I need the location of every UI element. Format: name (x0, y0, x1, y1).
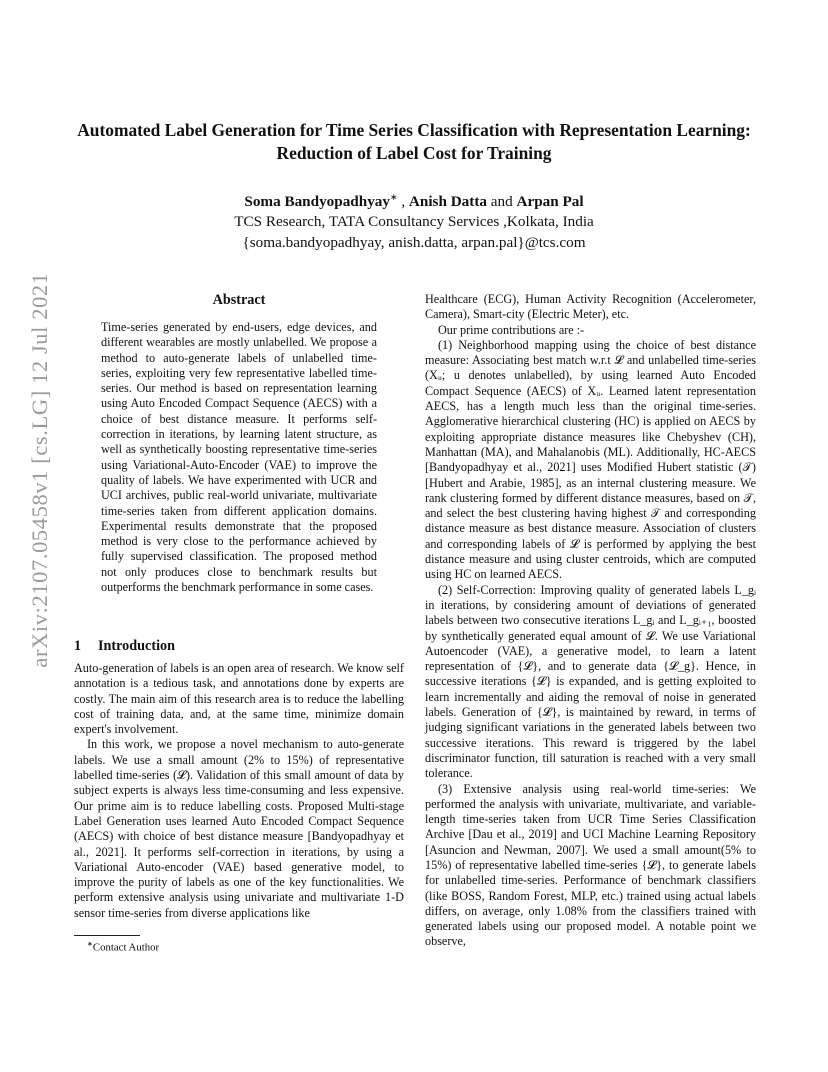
paragraph: (1) Neighborhood mapping using the choice of best distance measure: Associating best match w.r.t 𝓛 and unlabelled time-series (Xᵤ; u denotes unlabelled), by using learned Auto Encoded Compact Sequence (AECS) of Xᵤ. Learned latent representation AECS, has a length much less than the original time-series. Agglomerative hierarchical clustering (HC) is applied on AECS by exploiting appropriate distance measures like Chebyshev (CH), Manhattan (MA), and Mahalanobis (ML). Additionally, HC-AECS [Bandyopadhyay et al., 2021] uses Modified Hubert statistic (𝒯) [Hubert and Arabie, 1985], as an internal clustering measure. We rank clustering formed by different distance measures, based on 𝒯, and select the best clustering having highest 𝒯 and corresponding distance measure as best distance measure. Association of clusters and corresponding labels of 𝓛 is performed by applying the best distance measure and using cluster centroids, which are computed using HC on learned AECS. (425, 337, 756, 582)
footnote (87, 940, 159, 954)
arxiv-id-text: arXiv:2107.05458v1 [cs.LG] 12 Jul 2021 (27, 272, 52, 668)
author-separator-2: and (486, 193, 517, 211)
abstract-text: Time-series generated by end-users, edge devices, and different wearables are mostly unlabelled. We propose a method to auto-generate labels of unlabelled time-series, exploiting very few representative labelled time-series. Our method is based on representation learning using Auto Encoded Compact Sequence (AECS) with a choice of best distance measure. It performs self-correction in iterations, by learning latent structure, as well as synthetically boosting representative time-series using Variational-Auto-Encoder (VAE) to improve the quality of labels. We have experimented with UCR and UCI archives, public real-world univariate, multivariate time-series taken from different application domains. Experimental results demonstrate that the proposed method is very close to the performance achieved by fully supervised classification. The proposed method not only produces close to benchmark results but outperforms the benchmark performance in some cases. (101, 320, 377, 595)
abstract-heading: Abstract (212, 292, 266, 308)
paragraph: (2) Self-Correction: Improving quality of generated labels L_gᵢ in iterations, by considering amount of deviations of generated labels between two consecutive iterations L_gᵢ and L_gᵢ₊₁, boosted by synthetically generated equal amount of 𝓛. We use Variational Autoencoder (VAE), a generative model, to learn a latent representation of {𝓛}, and to generate data {𝓛_g}. Hence, in successive iterations {𝓛} is expanded, and is getting exploited to learn incrementally and aiding the removal of noise in generated labels. Generation of {𝓛}, is maintained by reward, in terms of judging significant variations in the generated labels between two successive iterations. This reward is triggered by the label discriminator function, till saturation is reached with a very small tolerance. (425, 582, 756, 781)
paragraph: Healthcare (ECG), Human Activity Recognition (Accelerometer, Camera), Smart-city (Electric Meter), etc. (425, 292, 756, 322)
author-1-mark: ∗ (389, 192, 398, 202)
footnote-rule (74, 935, 140, 936)
section-heading-introduction (74, 638, 175, 655)
paragraph: In this work, we propose a novel mechanism to auto-generate labels. We use a small amount (2% to 15%) of representative labelled time-series (𝓛). Validation of this small amount of data by subject experts is always less time-consuming and less expensive. Our prime aim is to reduce labelling costs. Proposed Multi-stage Label Generation uses learned Auto Encoded Compact Sequence (AECS) with choice of best distance measure [Bandyopadhyay et al., 2021]. It performs self-correction in iterations, by using a Variational Auto-encoder (VAE) based generative model, to improve the purity of labels as one of the key functionalities. We perform extensive analysis using univariate and multivariate 1-D sensor time-series from diverse applications like (74, 737, 404, 920)
introduction-body (74, 661, 404, 921)
footnote-mark: ∗ (87, 940, 93, 948)
paragraph: Our prime contributions are :- (438, 322, 585, 337)
paper-title: Automated Label Generation for Time Series Classification with Representation Learning: Reduction of Label Cost for Training (77, 120, 751, 163)
section-title: Introduction (98, 638, 175, 654)
author-2: Anish Datta (408, 193, 487, 211)
section-number: 1 (74, 638, 82, 654)
right-column-body (425, 292, 756, 950)
footnote-text: Contact Author (92, 941, 160, 954)
paragraph: Auto-generation of labels is an open area of research. We know self annotation is a tedious task, and annotations done by experts are costly. The main aim of this research area is to reduce the labelling cost of training data, and, at the same time, minimize domain expert's involvement. (74, 661, 404, 737)
author-line (70, 187, 758, 212)
paragraph: (3) Extensive analysis using real-world time-series: We performed the analysis with univariate, multivariate, and variable-length time-series taken from UCR Time Series Classification Archive [Dau et al., 2019] and UCI Machine Learning Repository [Asuncion and Newman, 2007]. We used a small amount(5% to 15%) of representative labelled time-series {𝓛}, to generate labels for unlabelled time-series. Performance of benchmark classifiers (like BOSS, Random Forest, MLP, etc.) trained using actual labels differs, on average, only 1.08% from the classifiers trained with generated labels using our proposed model. A notable point we observe, (425, 781, 756, 949)
author-separator-1: , (397, 193, 409, 211)
author-3: Arpan Pal (516, 193, 584, 211)
affiliation: TCS Research, TATA Consultancy Services ,Kolkata, India (234, 213, 594, 230)
author-emails: {soma.bandyopadhyay, anish.datta, arpan.pal}@tcs.com (242, 234, 586, 251)
author-1: Soma Bandyopadhyay (244, 193, 390, 211)
